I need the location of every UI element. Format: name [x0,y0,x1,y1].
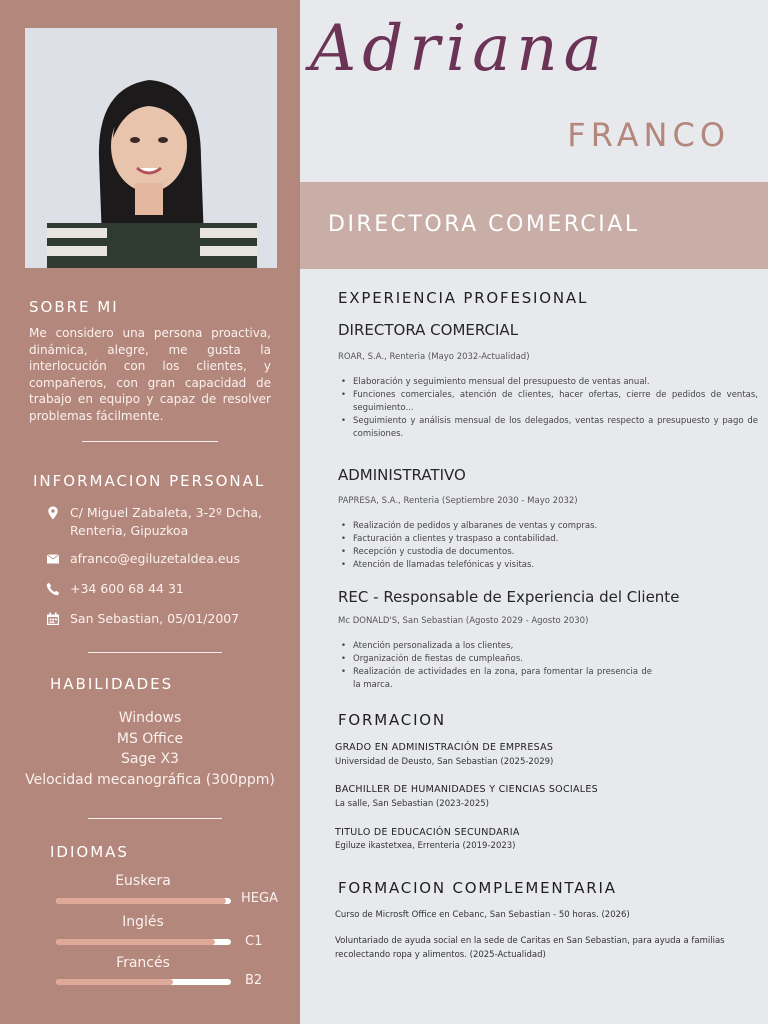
address-line-1: C/ Miguel Zabaleta, 3-2º Dcha, [70,505,262,520]
address-row [42,504,262,540]
envelope-icon [42,550,64,568]
skill-item: Sage X3 [121,751,179,767]
language-level-bar [56,979,231,985]
complementary-heading: FORMACION COMPLEMENTARIA [338,879,617,897]
job-title: DIRECTORA COMERCIAL [328,212,640,237]
sidebar [0,0,300,1024]
list-item: • Organización de fiestas de cumpleaños. [338,653,652,666]
language-name: Euskera [115,873,171,889]
list-item: • Facturación a clientes y traspaso a contabilidad. [338,533,758,546]
calendar-icon [42,610,64,628]
first-name: Adriana [310,12,608,86]
skill-item: MS Office [116,730,184,747]
education-place: Egiluze ikastetxea, Errenteria (2019-2023) [335,841,516,851]
complementary-item: Voluntariado de ayuda social en la sede de Caritas en San Sebastian, para ayuda a familias recolectando ropa y alimentos. (2025-Actualidad) [335,936,725,960]
email-row [42,550,240,568]
list-item: • Seguimiento y análisis mensual de los delegados, ventas respecto a presupuesto y pago de comisiones. [338,415,758,441]
divider [88,652,222,653]
skill-item: Windows [118,710,182,726]
phone-icon [42,580,64,598]
about-text: Me considero una persona proactiva, dinámica, alegre, me gusta la interlocución con los clientes, y compañeros, con gran capacidad de trabajo en equipo y capaz de resolver problemas fácilmente. [29,326,271,423]
language-level: C1 [245,934,263,949]
job-duties [338,640,652,692]
list-item: • Atención personalizada a los clientes, [338,640,652,653]
complementary-item: Curso de Microsft Office en Cebanc, San Sebastian - 50 horas. (2026) [335,910,630,920]
list-item: • Realización de pedidos y albaranes de ventas y compras. [338,520,758,533]
language-level: B2 [245,973,263,988]
birth-row [42,610,239,628]
language-name: Francés [116,955,170,971]
job-company: ROAR, S.A., Renteria (Mayo 2032-Actualidad) [338,352,530,362]
experience-heading: EXPERIENCIA PROFESIONAL [338,289,589,307]
job-title: REC - Responsable de Experiencia del Cliente [338,588,680,606]
birth-text: San Sebastian, 05/01/2007 [70,611,240,626]
last-name: FRANCO [567,116,730,154]
job-title: ADMINISTRATIVO [338,466,466,484]
profile-photo [25,28,277,268]
education-title: BACHILLER DE HUMANIDADES Y CIENCIAS SOCIALES [335,784,599,795]
education-place: Universidad de Deusto, San Sebastian (2025-2029) [335,757,554,767]
language-name: Inglés [122,914,164,930]
job-company: PAPRESA, S.A., Renteria (Septiembre 2030 - Mayo 2032) [338,496,578,506]
phone-text: +34 600 68 44 31 [70,581,184,596]
language-level: HEGA [241,891,278,906]
skill-item: Velocidad mecanográfica (300ppm) [25,771,275,788]
education-place: La salle, San Sebastian (2023-2025) [335,799,489,809]
job-duties [338,376,758,441]
list-item: • Funciones comerciales, atención de clientes, hacer ofertas, cierre de pedidos de ventas, seguimiento... [338,389,758,415]
job-duties [338,520,758,572]
divider [88,818,222,819]
address-line-2: Renteria, Gipuzkoa [70,523,189,538]
languages-heading: IDIOMAS [50,843,129,861]
list-item: • Recepción y custodia de documentos. [338,546,758,559]
job-title: DIRECTORA COMERCIAL [338,321,519,339]
phone-row [42,580,184,598]
education-title: TITULO DE EDUCACIÓN SECUNDARIA [335,827,520,838]
education-title: GRADO EN ADMINISTRACIÓN DE EMPRESAS [335,742,554,753]
location-pin-icon [42,504,64,522]
email-text[interactable]: afranco@egiluzetaldea.eus [70,551,240,566]
list-item: • Realización de actividades en la zona, para fomentar la presencia de la marca. [338,666,652,692]
about-heading: SOBRE MI [29,298,119,316]
skills-heading: HABILIDADES [50,675,174,693]
language-level-bar [56,939,231,945]
main-content [300,0,768,1024]
personal-info-heading: INFORMACION PERSONAL [33,472,266,490]
education-heading: FORMACION [338,711,446,729]
list-item: • Elaboración y seguimiento mensual del presupuesto de ventas anual. [338,376,758,389]
list-item: • Atención de llamadas telefónicas y visitas. [338,559,758,572]
skills-list [0,708,300,790]
divider [82,441,218,442]
job-company: Mc DONALD'S, San Sebastian (Agosto 2029 - Agosto 2030) [338,616,589,626]
language-level-bar [56,898,231,904]
